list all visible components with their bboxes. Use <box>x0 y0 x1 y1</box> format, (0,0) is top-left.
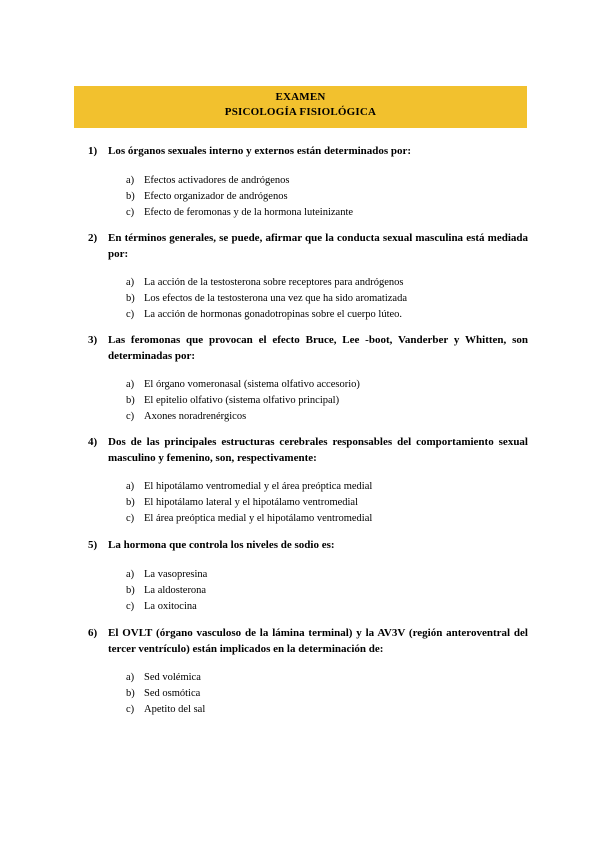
question-number: 6) <box>88 627 98 639</box>
option-c: c) El área preóptica medial y el hipotálamo ventromedial <box>126 513 373 524</box>
question-text: Los órganos sexuales interno y externos están determinados por: <box>108 145 412 157</box>
option-b: b) Sed osmótica <box>126 688 201 699</box>
exam-title: EXAMEN <box>275 91 326 103</box>
option-c: c) Apetito del sal <box>126 704 206 715</box>
option-list <box>126 479 528 527</box>
option-a: a) El hipotálamo ventromedial y el área preóptica medial <box>126 481 373 492</box>
question-1 <box>88 144 528 221</box>
option-b: b) La aldosterona <box>126 584 207 596</box>
option-c: c) La oxitocina <box>126 600 197 612</box>
option-c: c) Axones noradrenérgicos <box>126 411 247 422</box>
option-b: b) Efecto organizador de andrógenos <box>126 190 288 202</box>
option-b: b) El hipotálamo lateral y el hipotálamo ventromedial <box>126 497 359 508</box>
option-a: a) El órgano vomeronasal (sistema olfativo accesorio) <box>126 379 360 390</box>
question-text: Las feromonas que provocan el efecto Bruce, Lee -boot, Vanderber y Whitten, son determinadas por: <box>108 334 528 362</box>
option-a: a) Efectos activadores de andrógenos <box>126 174 290 186</box>
option-c: c) La acción de hormonas gonadotropinas sobre el cuerpo lúteo. <box>126 309 403 320</box>
question-number: 2) <box>88 232 98 244</box>
option-b: b) El epitelio olfativo (sistema olfativo principal) <box>126 395 340 406</box>
question-number: 5) <box>88 539 98 551</box>
question-number: 1) <box>88 145 98 157</box>
option-list <box>126 173 528 221</box>
question-5 <box>88 538 528 615</box>
option-b: b) Los efectos de la testosterona una vez que ha sido aromatizada <box>126 293 407 304</box>
exam-subject: PSICOLOGÍA FISIOLÓGICA <box>224 106 377 118</box>
option-list <box>126 567 528 615</box>
question-text: La hormona que controla los niveles de sodio es: <box>108 539 335 551</box>
question-number: 3) <box>88 334 98 346</box>
question-2 <box>88 231 528 323</box>
option-a: a) Sed volémica <box>126 672 201 683</box>
question-number: 4) <box>88 436 98 448</box>
option-a: a) La vasopresina <box>126 568 208 580</box>
option-list <box>126 275 528 323</box>
question-3 <box>88 333 528 425</box>
question-text: El OVLT (órgano vasculoso de la lámina terminal) y la AV3V (región anteroventral del tercer ventrículo) están implicados en la determinación de: <box>108 627 528 655</box>
option-a: a) La acción de la testosterona sobre receptores para andrógenos <box>126 277 404 288</box>
question-4 <box>88 435 528 527</box>
option-c: c) Efecto de feromonas y de la hormona luteinizante <box>126 206 354 218</box>
question-text: Dos de las principales estructuras cerebrales responsables del comportamiento sexual masculino y femenino, son, respectivamente: <box>108 436 528 464</box>
question-text: En términos generales, se puede, afirmar que la conducta sexual masculina está mediada por: <box>108 232 528 260</box>
option-list <box>126 377 528 425</box>
question-6 <box>88 626 528 718</box>
option-list <box>126 670 528 718</box>
exam-header-banner <box>74 86 527 128</box>
